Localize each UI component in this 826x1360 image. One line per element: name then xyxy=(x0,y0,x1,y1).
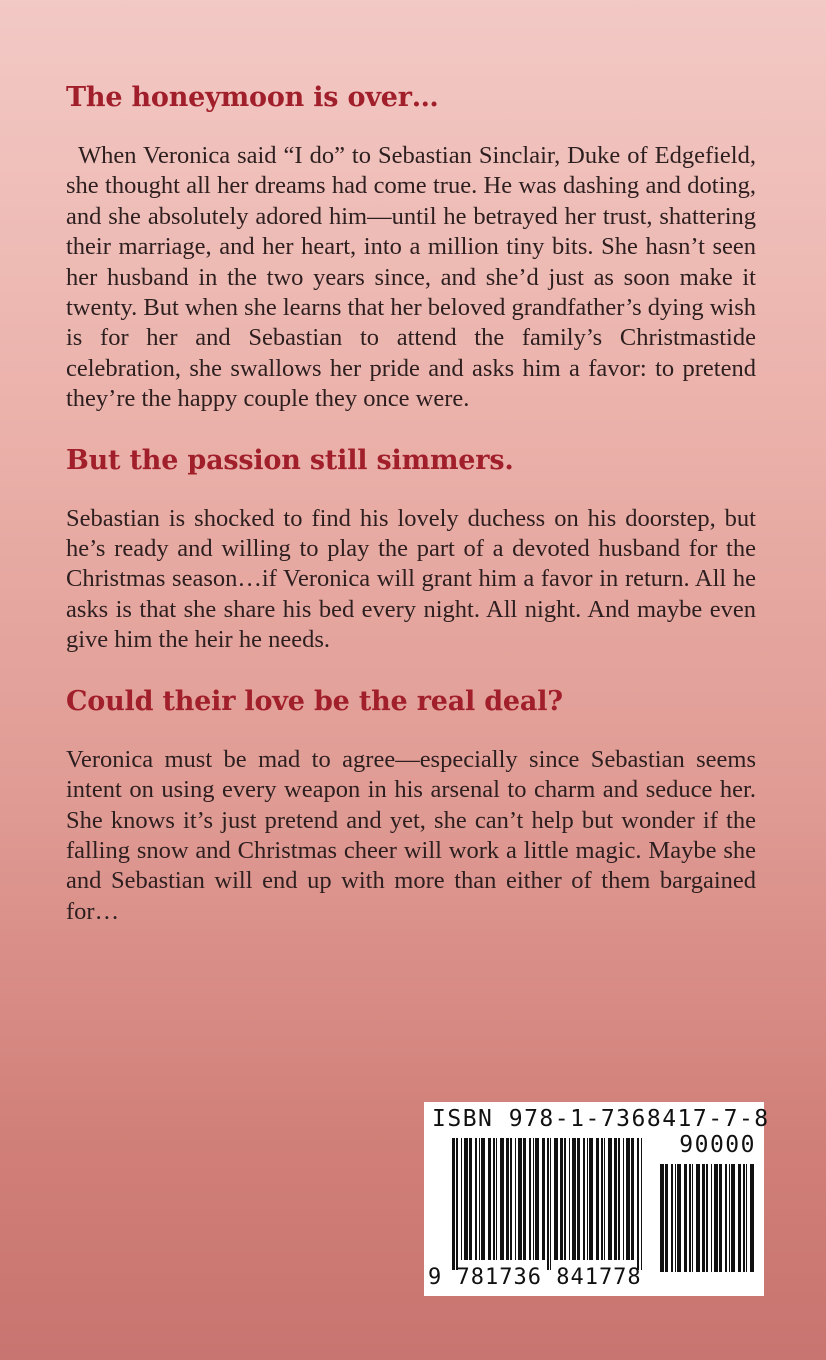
isbn-number: ISBN 978-1-7368417-7-8 xyxy=(432,1106,770,1132)
heading-love: Could their love be the real deal? xyxy=(66,685,563,717)
heading-passion: But the passion still simmers. xyxy=(66,444,514,476)
heading-honeymoon: The honeymoon is over… xyxy=(66,82,439,113)
paragraph-love: Veronica must be mad to agree—especially since Sebastian seems intent on using every weapon in his arsenal to charm and seduce her. She knows it’s just pretend and yet, she can’t help but wonder if the falling snow and Christmas cheer will work a little magic. Maybe she and Sebastian will end up with more than either of them bargained for… xyxy=(66,745,756,925)
back-cover-blurb xyxy=(66,78,756,927)
paragraph-honeymoon: When Veronica said “I do” to Sebastian Sinclair, Duke of Edgefield, she thought all her dreams had come true. He was dashing and doting, and she absolutely adored him—until he betrayed her trust, shattering their marriage, and her heart, into a million tiny bits. She hasn’t seen her husband in the two years since, and she’d just as soon make it twenty. But when she learns that her beloved grandfather’s dying wish is for her and Sebastian to attend the family’s Christmastide celebration, she swallows her pride and asks him a favor: to pretend they’re the happy couple they once were. xyxy=(66,142,756,413)
isbn-barcode xyxy=(424,1102,770,1296)
ean-number: 9 781736 841778 xyxy=(428,1265,642,1290)
price-code: 90000 xyxy=(679,1132,756,1158)
paragraph-passion: Sebastian is shocked to find his lovely duchess on his doorstep, but he’s ready and willing to play the part of a devoted husband for the Christmas season…if Veronica will grant him a favor in return. All he asks is that she share his bed every night. All night. And maybe even give him the heir he needs. xyxy=(66,504,756,654)
